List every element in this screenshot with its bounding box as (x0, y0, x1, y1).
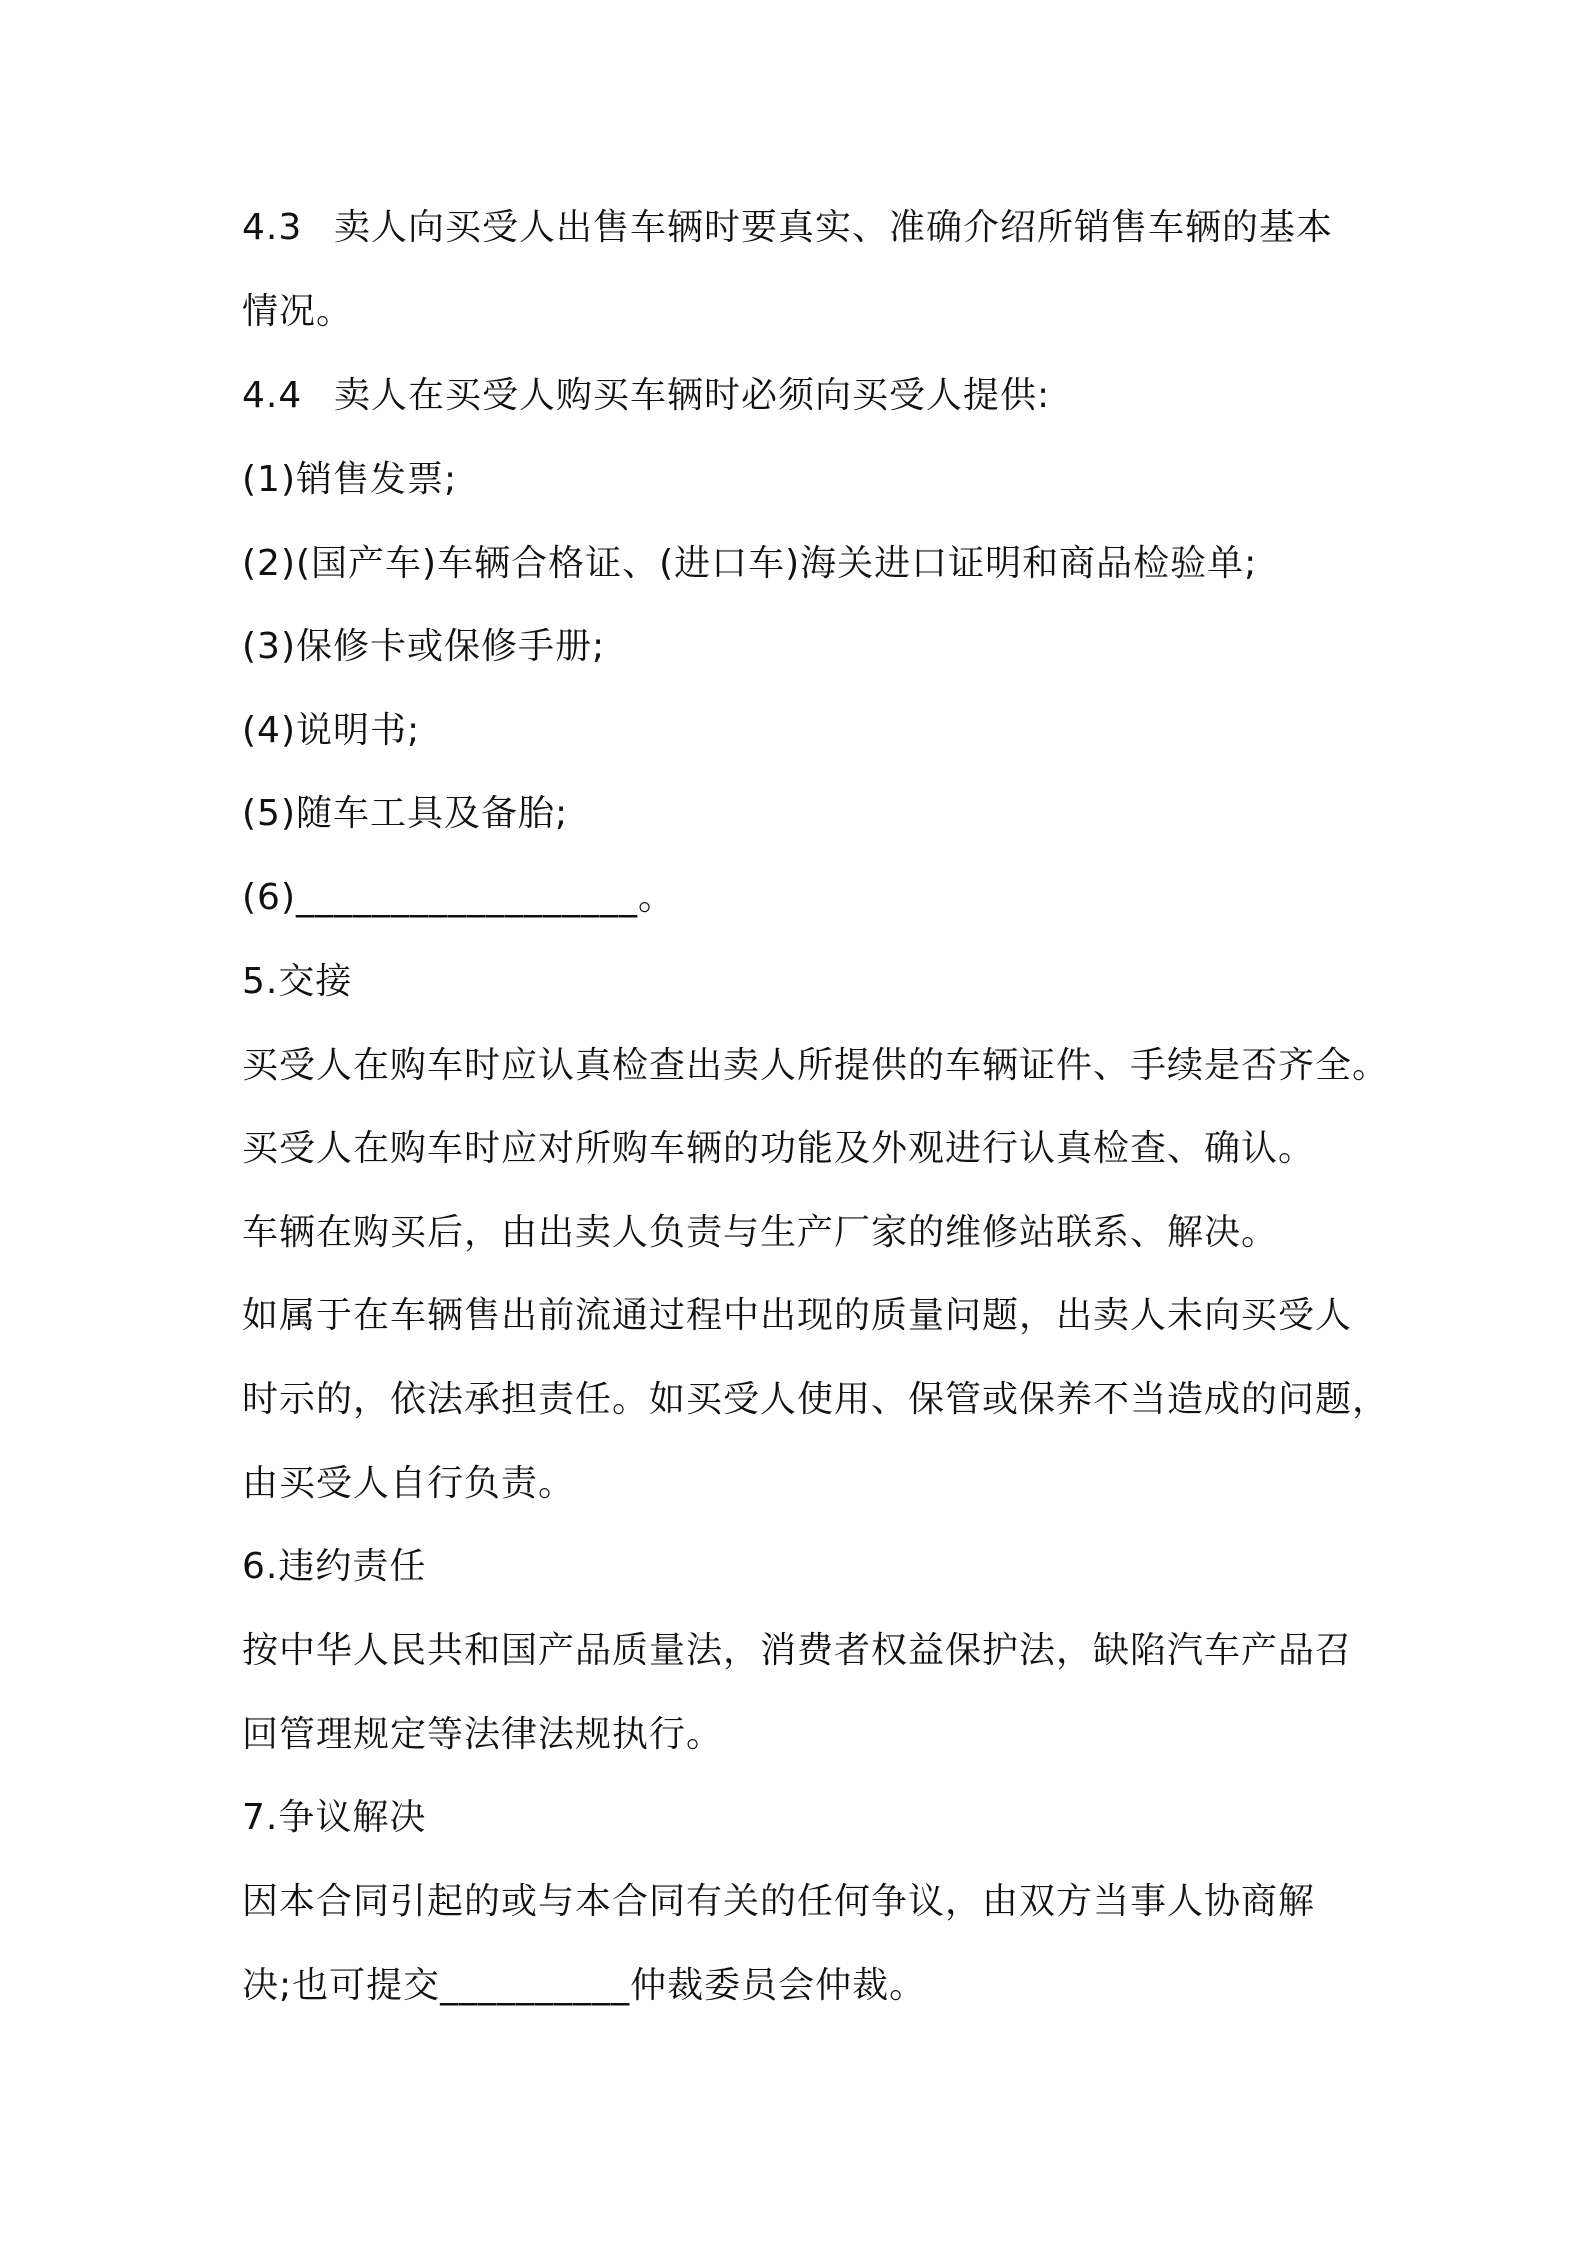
clause-number: 4.4 (242, 375, 303, 416)
list-item-5: (5)随车工具及备胎; (242, 793, 569, 834)
clause-number: 4.3 (242, 207, 303, 248)
list-item-2: (2)(国产车)车辆合格证、(进口车)海关进口证明和商品检验单; (242, 543, 1258, 584)
paragraph-line: 如属于在车辆售出前流通过程中出现的质量问题，出卖人未向买受人 (242, 1295, 1353, 1336)
section-5-heading: 5.交接 (242, 961, 353, 1002)
paragraph-line: 因本合同引起的或与本合同有关的任何争议，由双方当事人协商解 (242, 1881, 1316, 1922)
paragraph-line: 买受人在购车时应对所购车辆的功能及外观进行认真检查、确认。 (242, 1128, 1316, 1169)
paragraph-line: 回管理规定等法律法规执行。 (242, 1714, 724, 1755)
clause-text: 卖人向买受人出售车辆时要真实、准确介绍所销售车辆的基本 (334, 207, 1334, 248)
clause-4-4-line (242, 372, 1050, 420)
clause-text: 卖人在买受人购买车辆时必须向买受人提供: (334, 375, 1051, 416)
section-7-heading: 7.争议解决 (242, 1797, 427, 1838)
list-item-6: (6)__________________。 (242, 877, 675, 918)
list-item-3: (3)保修卡或保修手册; (242, 626, 606, 667)
paragraph-line: 时示的，依法承担责任。如买受人使用、保管或保养不当造成的问题， (242, 1379, 1390, 1420)
section-6-heading: 6.违约责任 (242, 1546, 427, 1587)
list-item-1: (1)销售发票; (242, 459, 458, 500)
clause-4-3-line-1 (242, 204, 1333, 252)
paragraph-line: 车辆在购买后，由出卖人负责与生产厂家的维修站联系、解决。 (242, 1212, 1279, 1253)
paragraph-line: 由买受人自行负责。 (242, 1463, 576, 1504)
clause-4-3-line-2: 情况。 (242, 291, 354, 332)
list-item-4: (4)说明书; (242, 710, 421, 751)
paragraph-line: 买受人在购车时应认真检查出卖人所提供的车辆证件、手续是否齐全。 (242, 1045, 1390, 1086)
paragraph-line: 按中华人民共和国产品质量法，消费者权益保护法，缺陷汽车产品召 (242, 1630, 1353, 1671)
paragraph-line: 决;也可提交__________仲裁委员会仲裁。 (242, 1965, 927, 2006)
